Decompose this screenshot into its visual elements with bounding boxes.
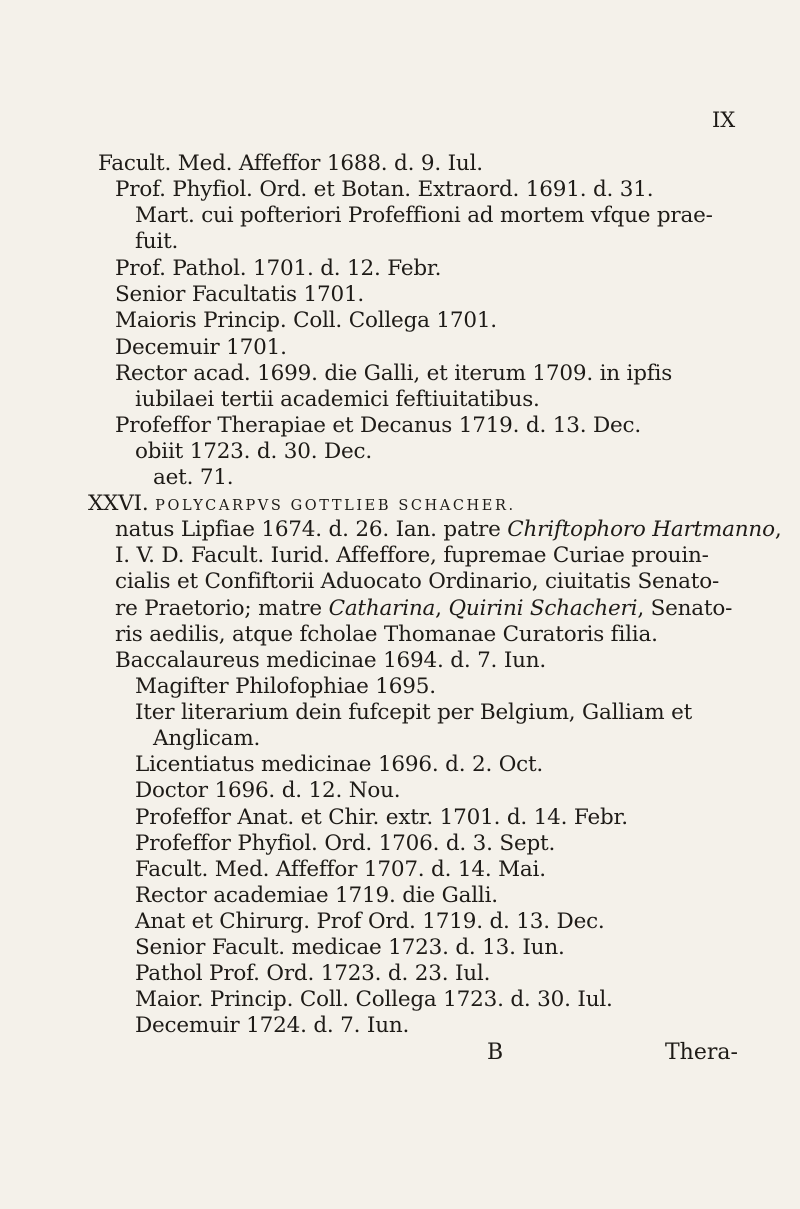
career-line: Maior. Princip. Coll. Collega 1723. d. 30. Iul. — [135, 987, 613, 1012]
bio-line: cialis et Confiftorii Aduocato Ordinario, ciuitatis Senato- — [115, 569, 720, 594]
entry-line: Facult. Med. Affeffor 1688. d. 9. Iul. — [98, 151, 483, 176]
entry-line: Prof. Pathol. 1701. d. 12. Febr. — [115, 256, 442, 281]
person-name: POLYCARPVS GOTTLIEB SCHACHER. — [155, 498, 516, 514]
signature-mark: B — [487, 1040, 504, 1065]
career-line: Magifter Philofophiae 1695. — [135, 674, 436, 699]
career-line: Profeffor Phyfiol. Ord. 1706. d. 3. Sept. — [135, 831, 556, 856]
mother-name: Catharina — [328, 596, 436, 621]
section-heading — [88, 491, 516, 519]
bio-text: , — [435, 596, 449, 621]
entry-line: Profeffor Therapiae et Decanus 1719. d. 13. Dec. — [115, 413, 642, 438]
entry-line: Maioris Princip. Coll. Collega 1701. — [115, 308, 497, 333]
bio-text: re Praetorio; matre — [115, 596, 329, 621]
bio-line — [115, 596, 732, 622]
career-line: Facult. Med. Affeffor 1707. d. 14. Mai. — [135, 857, 546, 882]
entry-line: Prof. Phyfiol. Ord. et Botan. Extraord. 1691. d. 31. — [115, 177, 654, 202]
bio-text: , Senato- — [637, 596, 733, 621]
section-number: XXVI. — [88, 491, 149, 516]
entry-line: Decemuir 1701. — [115, 335, 287, 360]
entry-line: iubilaei tertii academici feftiuitatibus. — [135, 387, 540, 412]
entry-line: Senior Facultatis 1701. — [115, 282, 365, 307]
career-line: Senior Facult. medicae 1723. d. 13. Iun. — [135, 935, 565, 960]
career-line: Doctor 1696. d. 12. Nou. — [135, 778, 401, 803]
bio-line: ris aedilis, atque fcholae Thomanae Curatoris filia. — [115, 622, 658, 647]
career-line: Profeffor Anat. et Chir. extr. 1701. d. 14. Febr. — [135, 805, 628, 830]
career-line: Decemuir 1724. d. 7. Iun. — [135, 1013, 410, 1038]
career-line: Iter literarium dein fufcepit per Belgium, Galliam et — [135, 700, 693, 725]
entry-line: Mart. cui pofteriori Profeffioni ad mortem vfque prae- — [135, 203, 713, 228]
career-line: Anat et Chirurg. Prof Ord. 1719. d. 13. Dec. — [135, 909, 605, 934]
catchword: Thera- — [665, 1040, 738, 1065]
bio-line: I. V. D. Facult. Iurid. Affeffore, fupremae Curiae prouin- — [115, 543, 709, 568]
bio-line — [115, 517, 781, 543]
bio-text: , — [774, 517, 782, 542]
grandfather-name: Quirini Schacheri — [448, 596, 638, 621]
entry-line: fuit. — [135, 229, 179, 254]
career-line: Pathol Prof. Ord. 1723. d. 23. Iul. — [135, 961, 491, 986]
father-name: Chriftophoro Hartmanno — [507, 517, 775, 542]
career-line: Anglicam. — [153, 726, 261, 751]
entry-line: Rector acad. 1699. die Galli, et iterum 1709. in ipfis — [115, 361, 673, 386]
career-line: Rector academiae 1719. die Galli. — [135, 883, 498, 908]
bio-text: natus Lipfiae 1674. d. 26. Ian. patre — [115, 517, 508, 542]
entry-line: obiit 1723. d. 30. Dec. — [135, 439, 373, 464]
career-line: Baccalaureus medicinae 1694. d. 7. Iun. — [115, 648, 547, 673]
entry-line: aet. 71. — [153, 465, 234, 490]
career-line: Licentiatus medicinae 1696. d. 2. Oct. — [135, 752, 544, 777]
folio-number: IX — [712, 108, 736, 132]
